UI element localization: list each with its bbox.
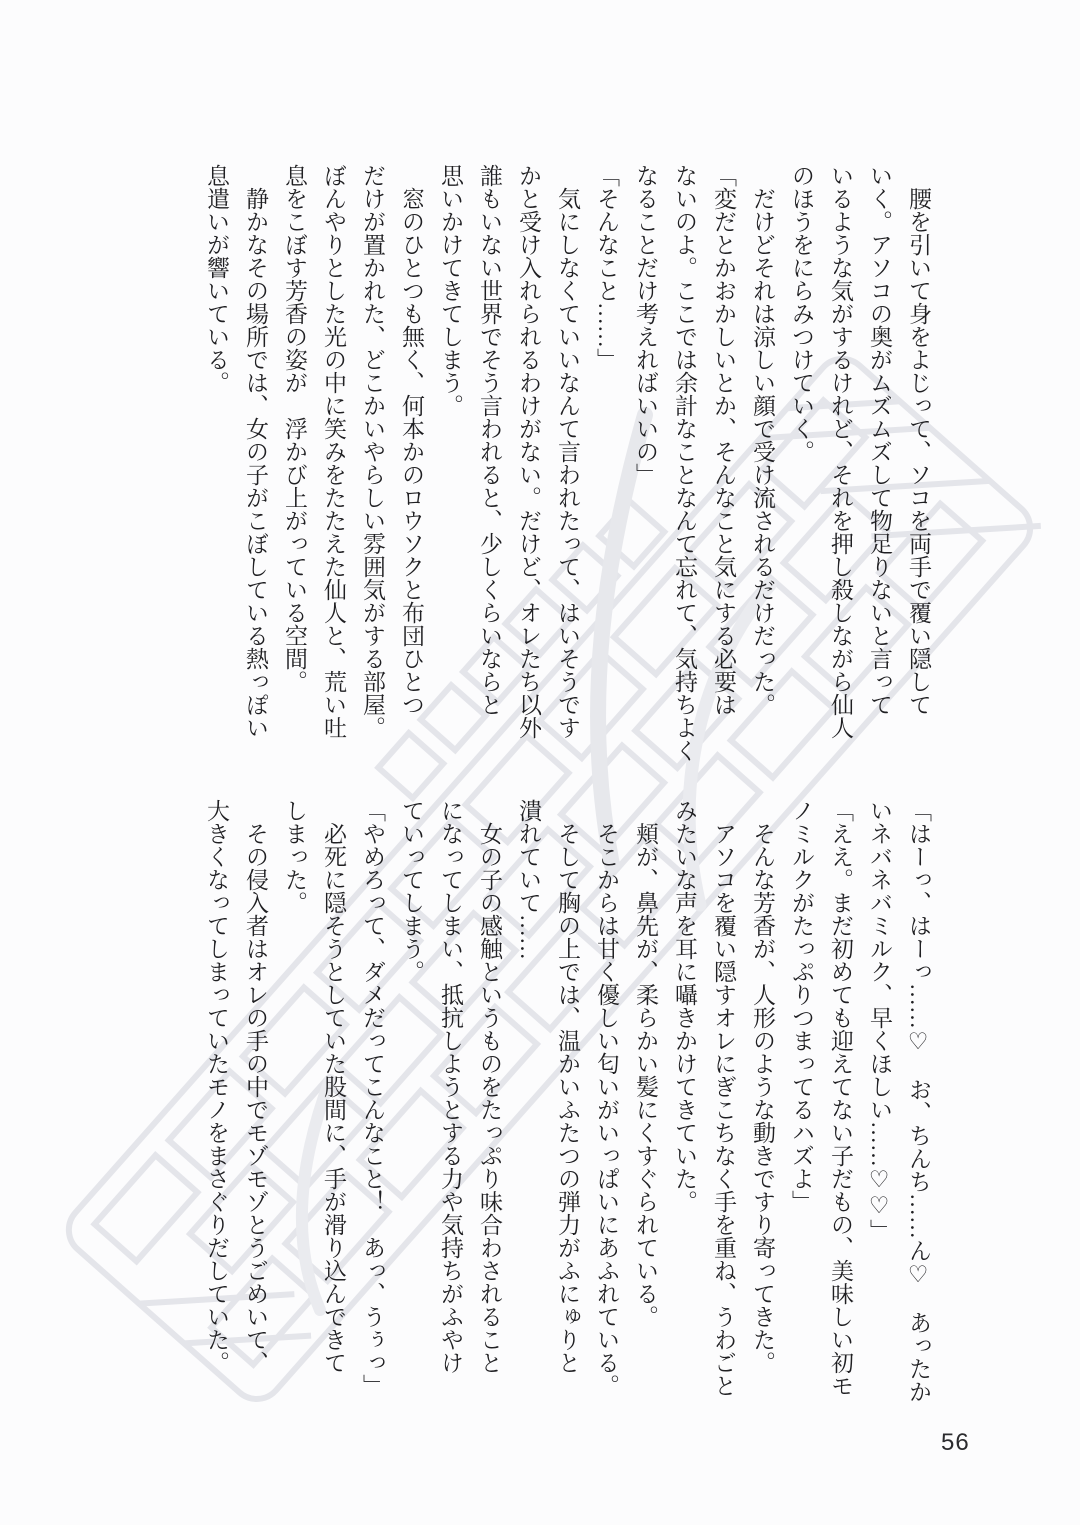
text-line: 息遣いが響いている。: [204, 164, 229, 394]
text-line: 頬が、鼻先が、柔らかい髪にくすぐられている。: [633, 799, 658, 1328]
text-line: 女の子の感触というものをたっぷり味合わされること: [477, 799, 502, 1374]
text-line: 「変だとかおかしいとか、そんなこと気にする必要は: [711, 164, 736, 716]
text-line: 「はーっ、はーっ……♡ お、ちんち……ん♡ あったか: [906, 799, 931, 1403]
text-line: ノミルクがたっぷりつまってるハズよ」: [789, 799, 814, 1213]
text-line: かと受け入れられるわけがない。だけど、オレたち以外: [516, 164, 541, 739]
text-line: 誰もいない世界でそう言われると、少しくらいならと: [477, 164, 502, 716]
text-line: ないのよ。ここでは余計なことなんて忘れて、気持ちよく: [672, 164, 697, 762]
text-line: なることだけ考えればいいの」: [633, 164, 658, 486]
text-line: いく。アソコの奥がムズムズして物足りないと言って: [867, 164, 892, 716]
text-line: 窓のひとつも無く、何本かのロウソクと布団ひとつ: [399, 164, 424, 716]
text-line: 腰を引いて身をよじって、ソコを両手で覆い隠して: [906, 164, 931, 716]
text-line: 「やめろって、ダメだってこんなこと！ あっ、うぅっ」: [360, 799, 385, 1397]
page-number: 56: [941, 1429, 970, 1456]
bottom-text-block: [197, 799, 938, 1405]
text-line: アソコを覆い隠すオレにぎこちなく手を重ね、うわごと: [711, 799, 736, 1397]
text-line: しまった。: [282, 799, 307, 914]
text-line: 潰れていて……: [516, 799, 541, 960]
text-line: だけが置かれた、どこかいやらしい雰囲気がする部屋。: [360, 164, 385, 739]
text-line: 「ええ。まだ初めても迎えてない子だもの、美味しい初モ: [828, 799, 853, 1397]
text-line: 思いかけてきてしまう。: [438, 164, 463, 417]
text-line: そんな芳香が、人形のような動きですり寄ってきた。: [750, 799, 775, 1374]
text-line: そこからは甘く優しい匂いがいっぱいにあふれている。: [594, 799, 619, 1397]
text-line: 静かなその場所では、女の子がこぼしている熱っぽい: [243, 164, 268, 739]
text-line: ていってしまう。: [399, 799, 424, 983]
text-line: 大きくなってしまっていたモノをまさぐりだしていた。: [204, 799, 229, 1374]
text-line: いネバネバミルク、早くほしい……♡♡」: [867, 799, 892, 1242]
text-line: 「そんなこと……」: [594, 164, 619, 371]
text-line: だけどそれは涼しい顔で受け流されるだけだった。: [750, 164, 775, 716]
text-line: になってしまい、抵抗しようとする力や気持ちがふやけ: [438, 799, 463, 1374]
text-line: ぼんやりとした光の中に笑みをたたえた仙人と、荒い吐: [321, 164, 346, 739]
text-line: 気にしなくていいなんて言われたって、はいそうです: [555, 164, 580, 739]
top-text-block: [197, 164, 938, 770]
text-line: みたいな声を耳に囁きかけてきていた。: [672, 799, 697, 1213]
text-line: その侵入者はオレの手の中でモゾモゾとうごめいて、: [243, 799, 268, 1374]
text-line: 息をこぼす芳香の姿が 浮かび上がっている空間。: [282, 164, 307, 693]
text-line: そして胸の上では、温かいふたつの弾力がふにゅりと: [555, 799, 580, 1374]
text-line: いるような気がするけれど、それを押し殺しながら仙人: [828, 164, 853, 739]
text-line: のほうをにらみつけていく。: [789, 164, 814, 463]
text-line: 必死に隠そうとしていた股間に、手が滑り込んできて: [321, 799, 346, 1374]
